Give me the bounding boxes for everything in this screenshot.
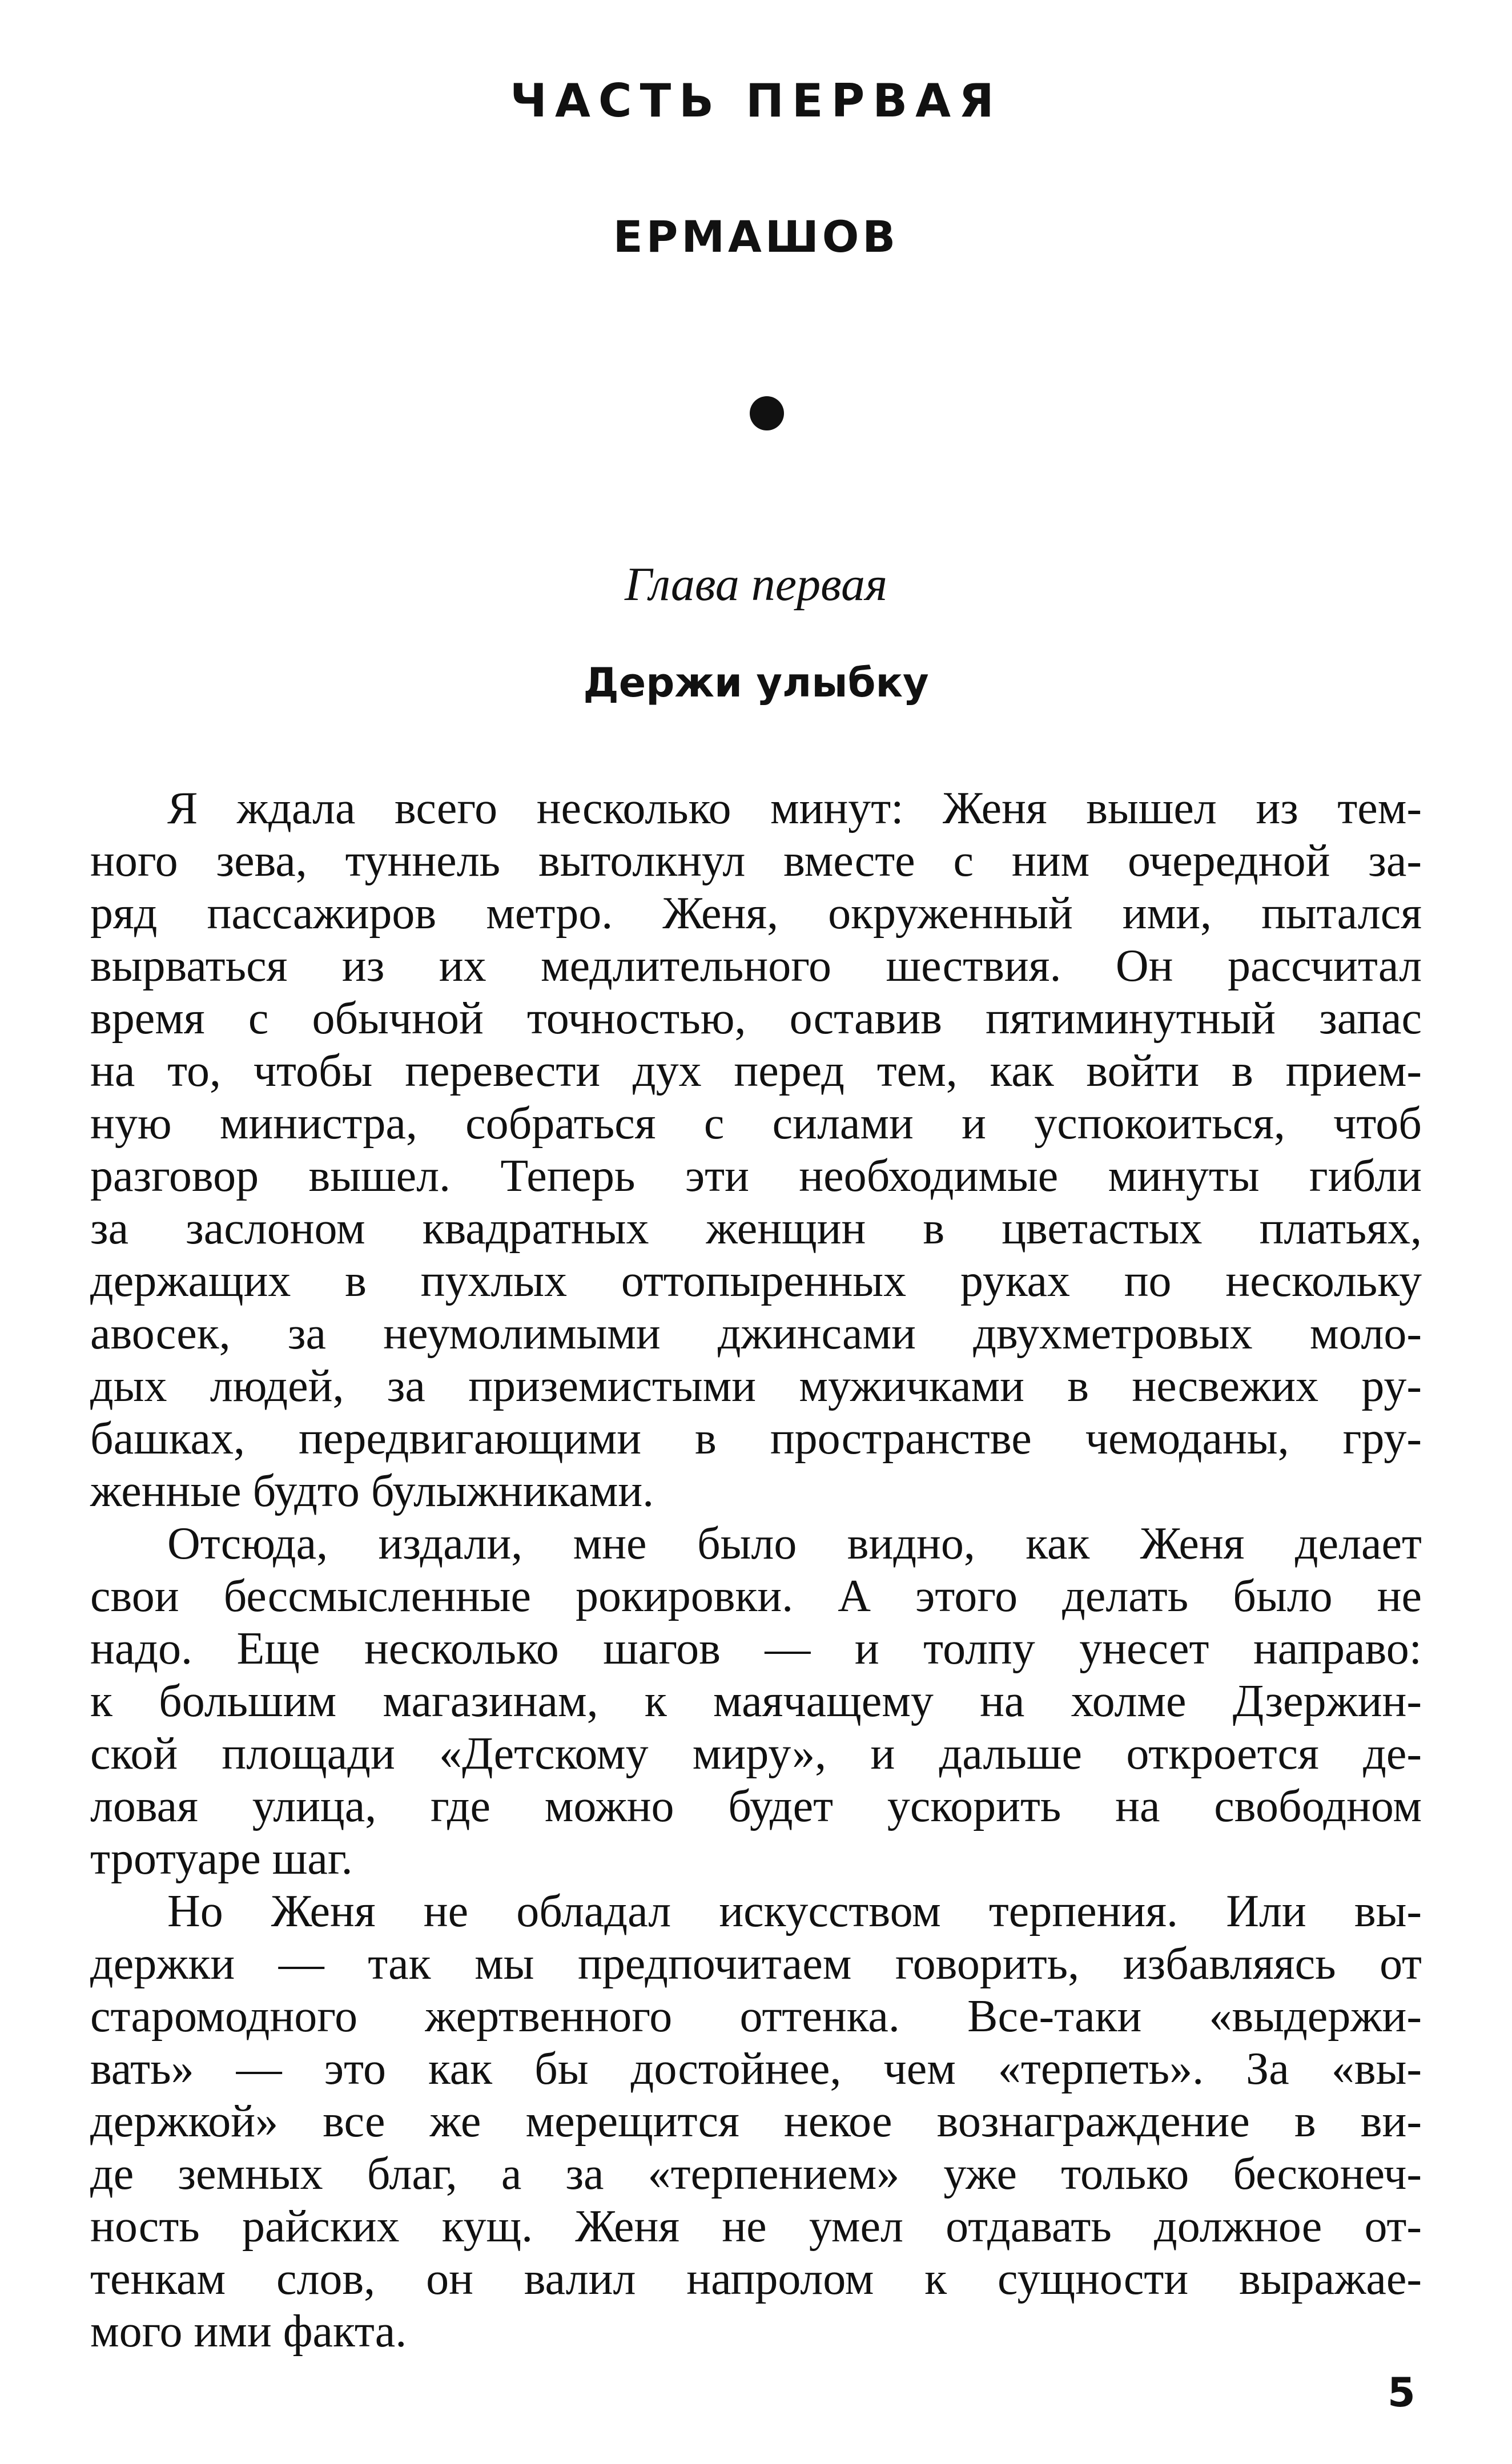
section-bullet-ornament [750, 396, 784, 430]
text-line: мого ими факта. [90, 2306, 407, 2357]
page-number: 5 [1388, 2369, 1416, 2416]
text-line: старомодного жертвенного оттенка. Все-таки «выдержи- [90, 1991, 1422, 2042]
text-line: держкой» все же мерещится некое вознаграждение в ви- [90, 2096, 1422, 2147]
text-line: Отсюда, издали, мне было видно, как Женя делает [167, 1519, 1422, 1569]
text-line: ность райских кущ. Женя не умел отдавать должное от- [90, 2201, 1422, 2252]
text-line: башках, передвигающими в пространстве чемоданы, гру- [90, 1414, 1422, 1464]
text-line: Я ждала всего несколько минут: Женя вышел из тем- [167, 783, 1422, 834]
text-line: держки — так мы предпочитаем говорить, избавляясь от [90, 1939, 1422, 1989]
text-line: де земных благ, а за «терпением» уже только бесконеч- [90, 2149, 1422, 2199]
part-title: ЧАСТЬ ПЕРВАЯ [510, 74, 1002, 127]
text-line: Но Женя не обладал искусством терпения. Или вы- [167, 1886, 1422, 1936]
text-line: вырваться из их медлительного шествия. Он рассчитал [90, 941, 1422, 991]
text-line: время с обычной точностью, оставив пятиминутный запас [90, 993, 1422, 1044]
text-line: за заслоном квадратных женщин в цветастых платьях, [90, 1203, 1422, 1254]
text-line: ряд пассажиров метро. Женя, окруженный ими, пытался [90, 888, 1422, 939]
chapter-label: Глава первая [624, 558, 888, 611]
text-line: авосек, за неумолимыми джинсами двухметровых моло- [90, 1309, 1422, 1359]
text-line: разговор вышел. Теперь эти необходимые минуты гибли [90, 1151, 1422, 1201]
text-line: ного зева, туннель вытолкнул вместе с ним очередной за- [90, 836, 1422, 886]
text-line: женные будто булыжниками. [90, 1466, 654, 1516]
text-line: ловая улица, где можно будет ускорить на свободном [90, 1781, 1422, 1831]
text-line: тротуаре шаг. [90, 1834, 353, 1884]
chapter-title: Держи улыбку [583, 659, 929, 706]
text-line: ную министра, собраться с силами и успокоиться, чтоб [90, 1098, 1422, 1149]
body-text [90, 782, 1422, 2358]
text-line: держащих в пухлых оттопыренных руках по нескольку [90, 1256, 1422, 1306]
text-line: свои бессмысленные рокировки. А этого делать было не [90, 1571, 1422, 1621]
text-line: на то, чтобы перевести дух перед тем, как войти в прием- [90, 1046, 1422, 1096]
part-name: ЕРМАШОВ [613, 211, 899, 262]
text-line: тенкам слов, он валил напролом к сущности выражае- [90, 2254, 1422, 2304]
text-line: к большим магазинам, к маячащему на холме Дзержин- [90, 1676, 1422, 1726]
text-line: дых людей, за приземистыми мужичками в несвежих ру- [90, 1361, 1422, 1411]
text-line: надо. Еще несколько шагов — и толпу унесет направо: [90, 1624, 1422, 1674]
text-line: ской площади «Детскому миру», и дальше откроется де- [90, 1729, 1422, 1779]
text-line: вать» — это как бы достойнее, чем «терпеть». За «вы- [90, 2044, 1422, 2094]
